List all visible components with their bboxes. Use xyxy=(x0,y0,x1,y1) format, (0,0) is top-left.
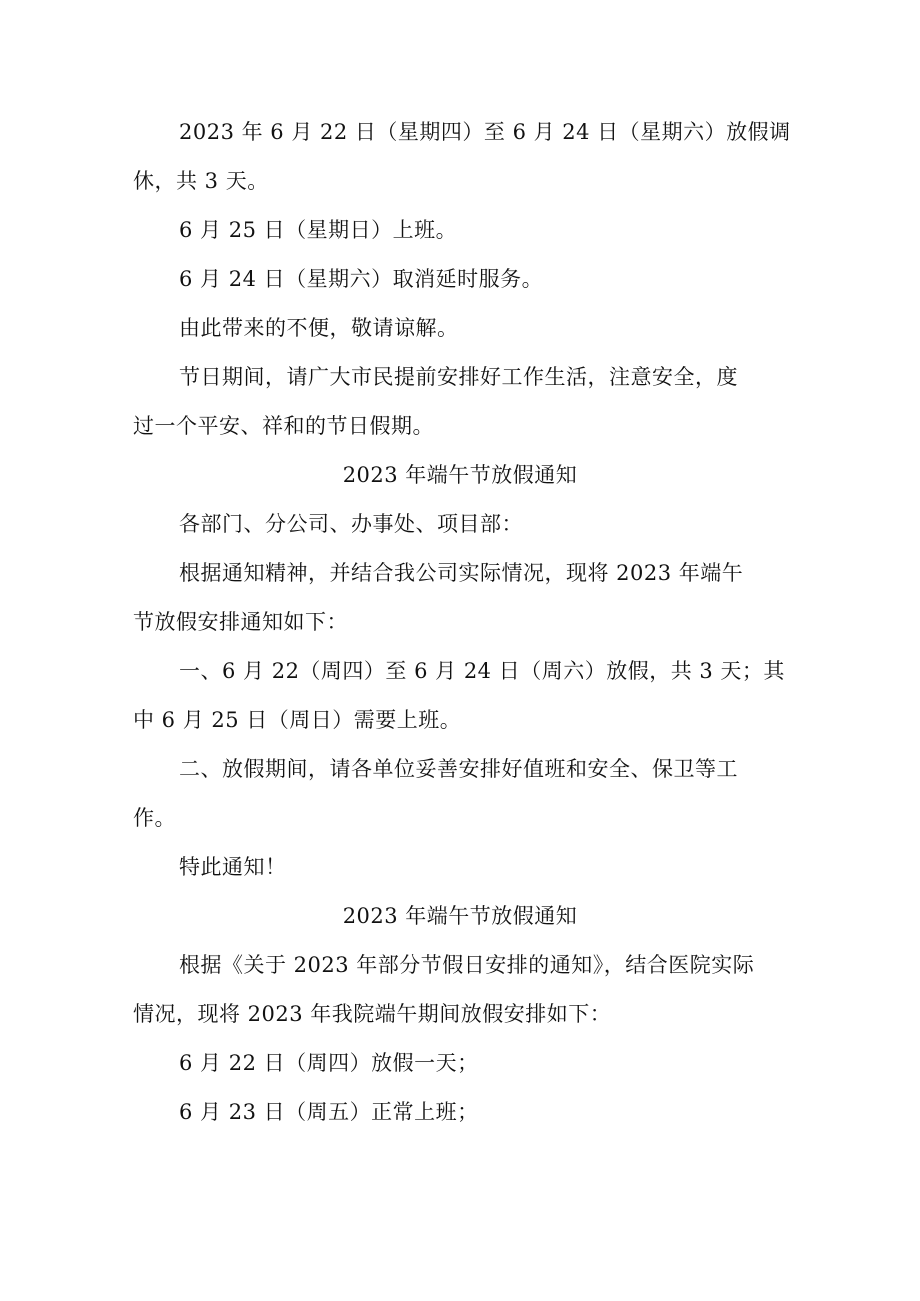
list-item-line: 作。 xyxy=(133,806,176,830)
closing: 特此通知！ xyxy=(179,855,287,879)
notice-title: 2023 年端午节放假通知 xyxy=(342,904,578,928)
paragraph-line: 6 月 24 日（星期六）取消延时服务。 xyxy=(179,267,544,291)
paragraph-line: 根据《关于 2023 年部分节假日安排的通知》，结合医院实际 xyxy=(179,953,755,977)
list-item: 6 月 22 日（周四）放假一天； xyxy=(179,1051,479,1075)
list-item-line: 中 6 月 25 日（周日）需要上班。 xyxy=(133,708,462,732)
paragraph-line: 根据通知精神，并结合我公司实际情况，现将 2023 年端午 xyxy=(179,561,744,585)
paragraph-line: 由此带来的不便，敬请谅解。 xyxy=(179,316,459,340)
paragraph-line: 休，共 3 天。 xyxy=(133,169,269,193)
list-item-line: 一、6 月 22（周四）至 6 月 24 日（周六）放假，共 3 天；其 xyxy=(179,659,785,683)
paragraph-line: 6 月 25 日（星期日）上班。 xyxy=(179,218,458,242)
list-item: 6 月 23 日（周五）正常上班； xyxy=(179,1100,479,1124)
notice-title: 2023 年端午节放假通知 xyxy=(342,463,578,487)
paragraph-line: 节放假安排通知如下： xyxy=(133,610,348,634)
paragraph-line: 情况，现将 2023 年我院端午期间放假安排如下： xyxy=(133,1002,612,1026)
list-item-line: 二、放假期间，请各单位妥善安排好值班和安全、保卫等工 xyxy=(179,757,738,781)
paragraph-line: 过一个平安、祥和的节日假期。 xyxy=(133,414,434,438)
paragraph-line: 节日期间，请广大市民提前安排好工作生活，注意安全，度 xyxy=(179,365,738,389)
salutation: 各部门、分公司、办事处、项目部： xyxy=(179,512,523,536)
paragraph-line: 2023 年 6 月 22 日（星期四）至 6 月 24 日（星期六）放假调 xyxy=(179,120,791,144)
